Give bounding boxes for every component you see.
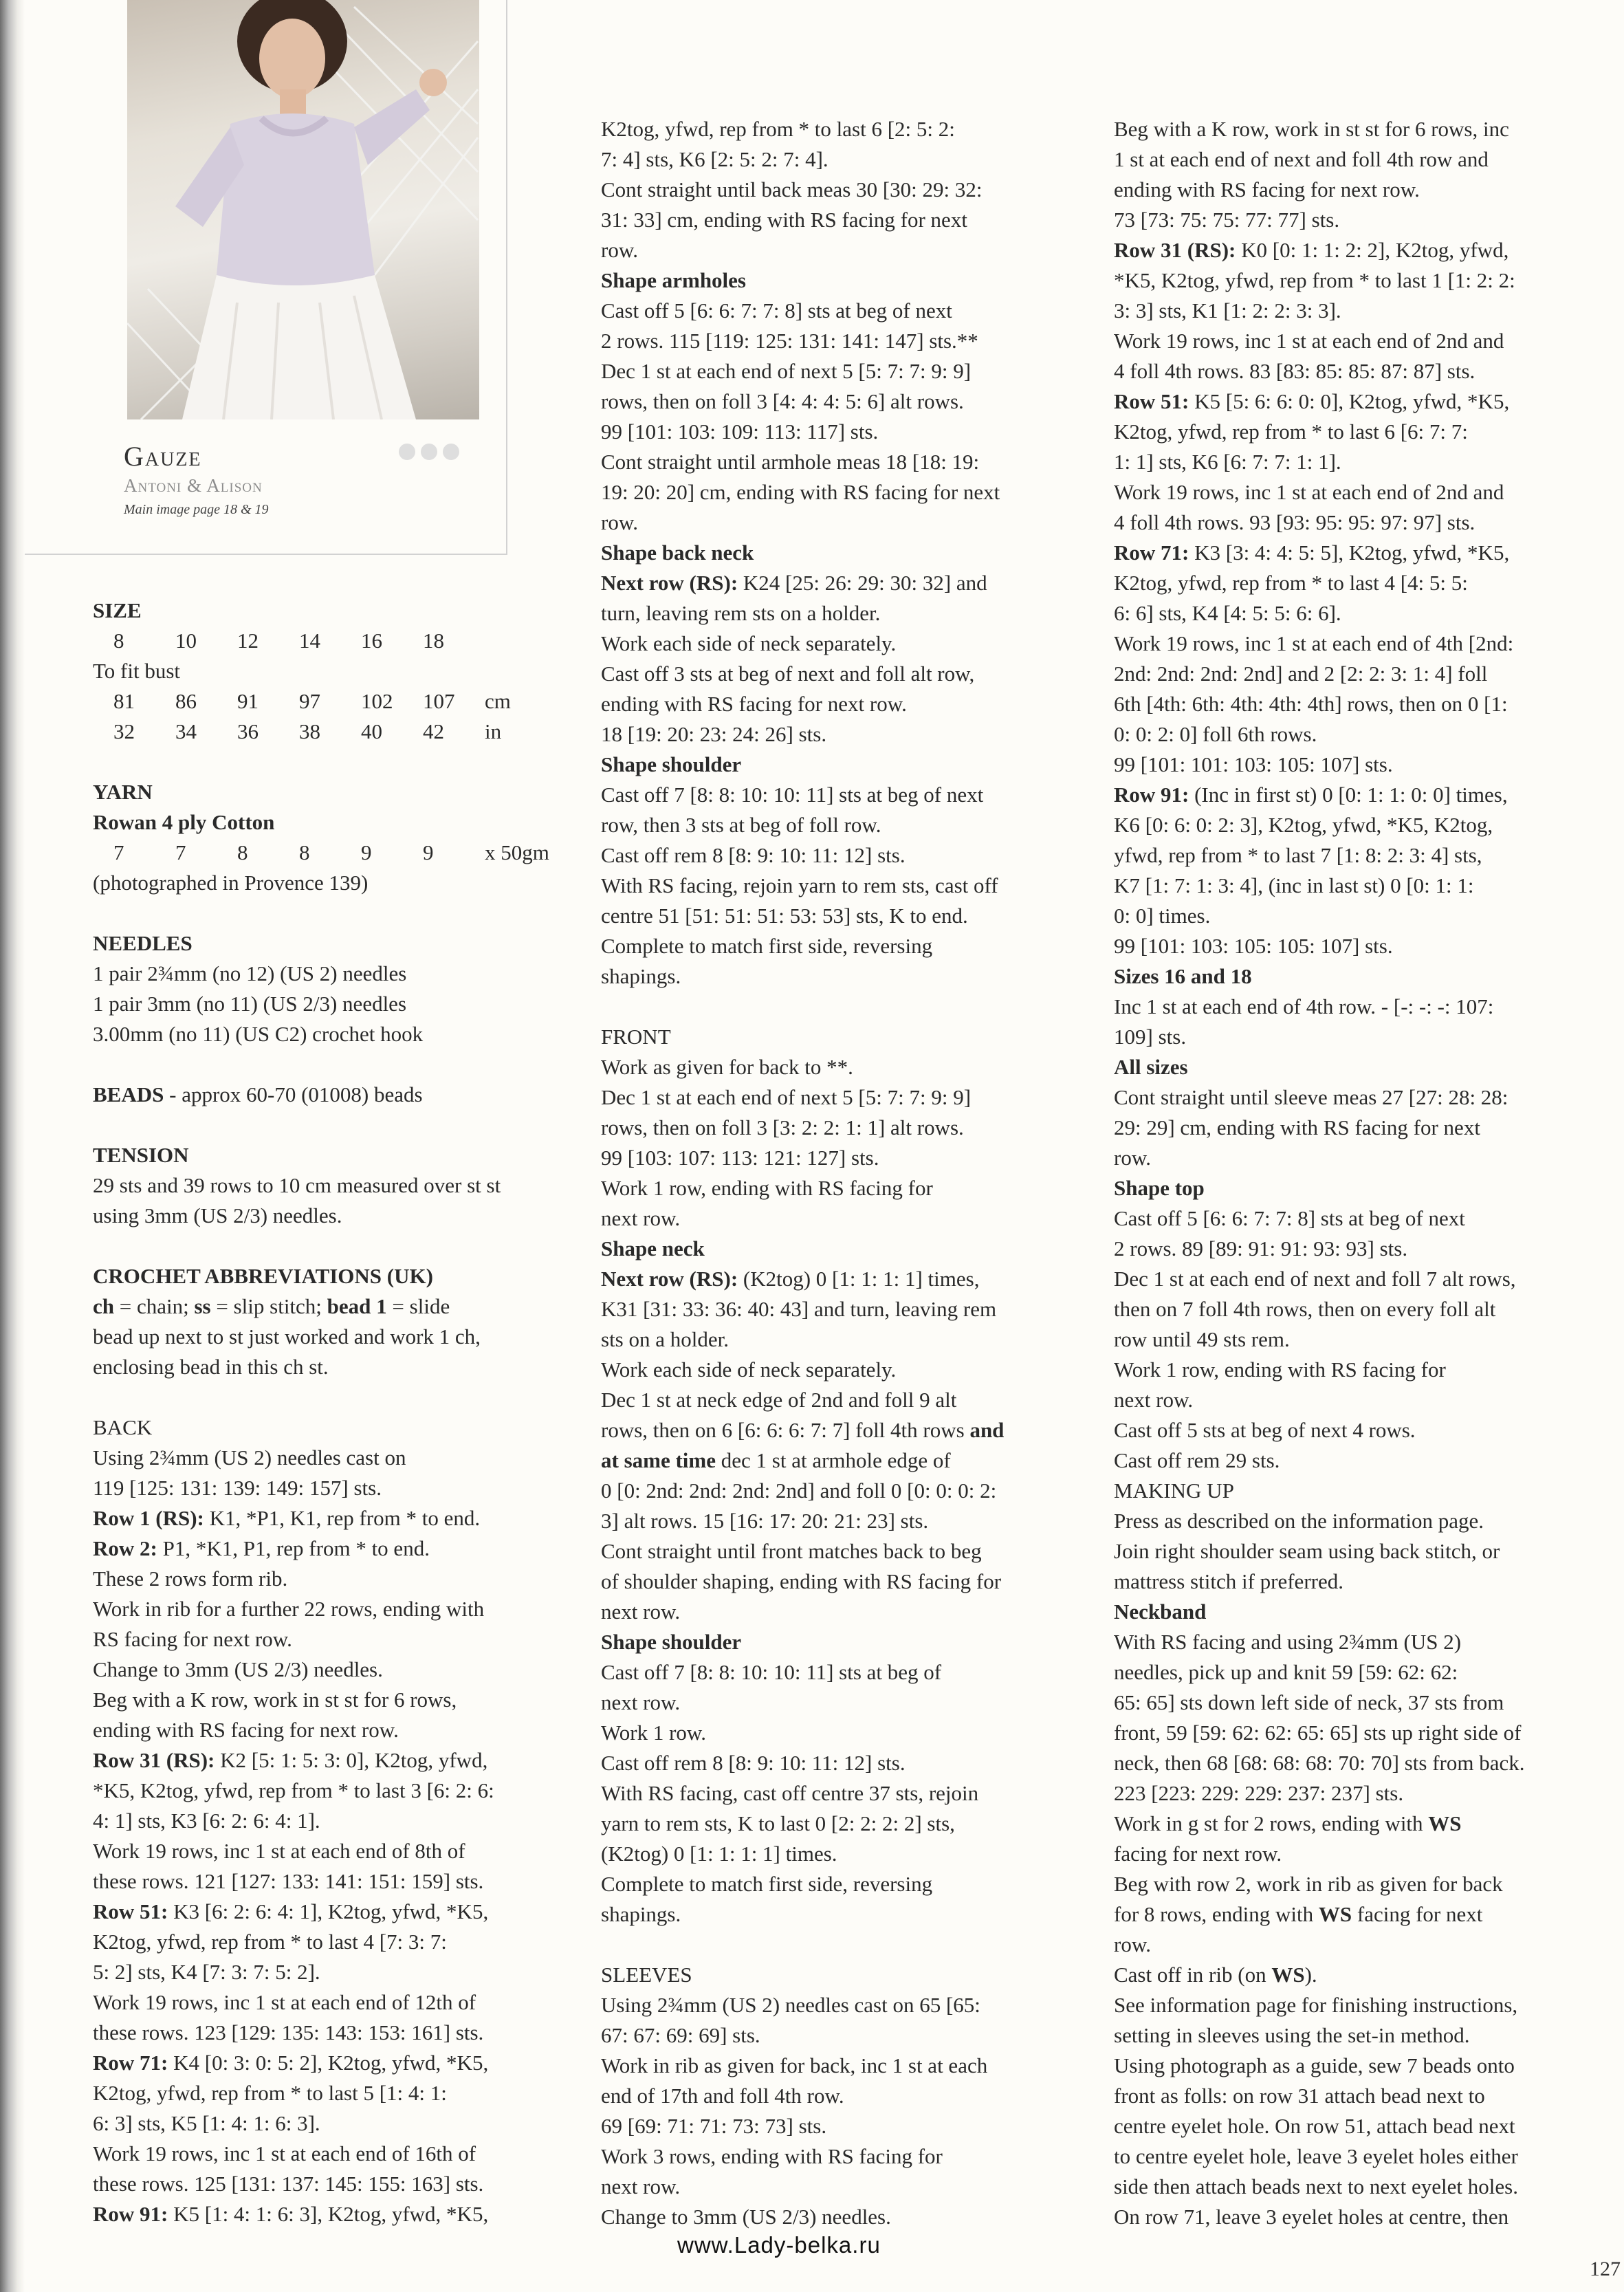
- bold-run: Next row (RS):: [601, 1267, 738, 1291]
- text-line: Work 1 row, ending with RS facing for: [601, 1176, 933, 1200]
- bold-run: BEADS: [93, 1082, 164, 1106]
- text-run: (Inc in first st) 0 [0: 1: 1: 0: 0] times,: [1189, 783, 1508, 807]
- text-line: Work in rib as given for back, inc 1 st at each: [601, 2053, 988, 2077]
- bold-run: Row 71:: [1114, 541, 1189, 565]
- text-line: turn, leaving rem sts on a holder.: [601, 601, 881, 625]
- text-line: Complete to match first side, reversing: [601, 934, 933, 958]
- text-line: shapings.: [601, 1902, 681, 1926]
- text-line: [1114, 1899, 1609, 1930]
- text-line: [93, 1080, 574, 1110]
- text-run: K24 [25: 26: 29: 30: 32] and: [738, 571, 987, 595]
- text-line: 29: 29] cm, ending with RS facing for next: [1114, 1115, 1480, 1139]
- text-line: [1114, 235, 1609, 265]
- text-line: enclosing bead in this ch st.: [93, 1355, 329, 1379]
- bold-run: WS: [1318, 1902, 1352, 1926]
- text-line: 99 [103: 107: 113: 121: 127] sts.: [601, 1146, 879, 1170]
- bold-run: Row 2:: [93, 1536, 157, 1560]
- text-run: (K2tog) 0 [1: 1: 1: 1] times,: [738, 1267, 980, 1291]
- text-line: Cont straight until back meas 30 [30: 29: 32:: [601, 177, 983, 201]
- text-line: row.: [1114, 1146, 1151, 1170]
- size-table-cell: 8: [113, 629, 124, 653]
- text-line: Work each side of neck separately.: [601, 1357, 897, 1382]
- spacer: [93, 747, 574, 777]
- text-line: [93, 2048, 574, 2078]
- text-line: 6th [4th: 6th: 4th: 4th: 4th] rows, then on 0 [1:: [1114, 692, 1508, 716]
- text-line: needles, pick up and knit 59 [59: 62: 62:: [1114, 1660, 1458, 1684]
- text-line: then on 7 foll 4th rows, then on every foll alt: [1114, 1297, 1496, 1321]
- text-line: Beg with a K row, work in st st for 6 rows,: [93, 1688, 457, 1712]
- text-line: centre eyelet hole. On row 51, attach bead next: [1114, 2114, 1515, 2138]
- text-run: Work in g st for 2 rows, ending with: [1114, 1811, 1429, 1835]
- section-heading: Shape shoulder: [601, 1630, 742, 1654]
- bold-run: Row 51:: [93, 1899, 168, 1923]
- text-line: With RS facing, cast off centre 37 sts, rejoin: [601, 1781, 979, 1805]
- text-run: rows, then on 6 [6: 6: 6: 7: 7] foll 4th rows: [601, 1418, 970, 1442]
- size-table-cell: 38: [299, 719, 320, 743]
- size-table-cell: [485, 626, 567, 656]
- text-line: 0: 0: 2: 0] foll 6th rows.: [1114, 722, 1317, 746]
- dot-icon: [443, 444, 459, 460]
- text-line: 3: 3] sts, K1 [1: 2: 2: 3: 3].: [1114, 298, 1341, 323]
- text-line: MAKING UP: [1114, 1478, 1234, 1503]
- column-1: [93, 596, 574, 2229]
- spacer: [93, 1049, 574, 1080]
- size-table-cell: 7: [113, 840, 124, 864]
- text-line: ending with RS facing for next row.: [1114, 177, 1420, 201]
- text-line: 99 [101: 103: 109: 113: 117] sts.: [601, 419, 879, 444]
- size-table-row: [93, 626, 574, 656]
- text-run: P1, *K1, P1, rep from * to end.: [157, 1536, 430, 1560]
- text-line: setting in sleeves using the set-in method.: [1114, 2023, 1470, 2047]
- text-line: 19: 20: 20] cm, ending with RS facing for next: [601, 480, 1000, 504]
- text-line: row.: [1114, 1932, 1151, 1956]
- text-line: Change to 3mm (US 2/3) needles.: [93, 1657, 383, 1681]
- text-line: rows, then on foll 3 [4: 4: 4: 5: 6] alt rows.: [601, 389, 964, 413]
- text-line: 1: 1] sts, K6 [6: 7: 7: 1: 1].: [1114, 450, 1341, 474]
- text-line: Work 19 rows, inc 1 st at each end of 2nd and: [1114, 329, 1504, 353]
- text-line: 6: 3] sts, K5 [1: 4: 1: 6: 3].: [93, 2111, 320, 2135]
- bold-run: ss: [194, 1294, 211, 1318]
- text-line: next row.: [601, 2174, 681, 2198]
- text-line: 5: 2] sts, K4 [7: 3: 7: 5: 2].: [93, 1960, 320, 1984]
- text-line: next row.: [601, 1600, 681, 1624]
- text-line: [93, 1745, 574, 1776]
- bold-run: bead 1: [327, 1294, 387, 1318]
- bold-run: at same time: [601, 1448, 716, 1472]
- column-2: [601, 114, 1096, 2232]
- text-line: [601, 1445, 1096, 1476]
- size-table-cell: in: [485, 719, 502, 743]
- text-line: Work 19 rows, inc 1 st at each end of 8th of: [93, 1839, 465, 1863]
- size-table-cell: 7: [175, 840, 186, 864]
- text-line: [1114, 1809, 1609, 1839]
- size-table-cell: 86: [175, 689, 197, 713]
- text-line: row until 49 sts rem.: [1114, 1327, 1290, 1351]
- text-line: Cast off 5 [6: 6: 7: 7: 8] sts at beg of next: [601, 298, 952, 323]
- image-reference: Main image page 18 & 19: [124, 502, 269, 517]
- text-line: Work in rib for a further 22 rows, ending with: [93, 1597, 485, 1621]
- text-run: - approx 60-70 (01008) beads: [164, 1082, 423, 1106]
- bold-run: ch: [93, 1294, 114, 1318]
- footer-url: www.Lady-belka.ru: [677, 2232, 881, 2258]
- section-heading: CROCHET ABBREVIATIONS (UK): [93, 1264, 433, 1288]
- text-line: Dec 1 st at each end of next 5 [5: 7: 7: 9: 9]: [601, 359, 972, 383]
- text-line: [1114, 386, 1609, 417]
- text-line: Cast off rem 8 [8: 9: 10: 11: 12] sts.: [601, 1751, 906, 1775]
- text-line: Cont straight until front matches back to beg: [601, 1539, 982, 1563]
- text-line: [1114, 1960, 1609, 1990]
- text-line: Beg with row 2, work in rib as given for back: [1114, 1872, 1503, 1896]
- text-line: FRONT: [601, 1025, 671, 1049]
- text-line: Work 19 rows, inc 1 st at each end of 2nd and: [1114, 480, 1504, 504]
- text-line: On row 71, leave 3 eyelet holes at centre, then: [1114, 2205, 1509, 2229]
- text-line: Using 2¾mm (US 2) needles cast on 65 [65:: [601, 1993, 980, 2017]
- text-line: BACK: [93, 1415, 153, 1439]
- text-line: *K5, K2tog, yfwd, rep from * to last 3 [6: 2: 6:: [93, 1778, 494, 1802]
- text-run: = slip stitch;: [210, 1294, 327, 1318]
- text-line: row.: [601, 510, 638, 534]
- text-line: SLEEVES: [601, 1963, 692, 1987]
- text-line: 2 rows. 89 [89: 91: 91: 93: 93] sts.: [1114, 1236, 1408, 1260]
- size-table-cell: cm: [485, 689, 511, 713]
- text-line: [601, 568, 1096, 598]
- column-3: [1114, 114, 1609, 2232]
- section-heading: Shape back neck: [601, 541, 754, 565]
- text-line: Cast off 7 [8: 8: 10: 10: 11] sts at beg of next: [601, 783, 984, 807]
- text-line: Work 1 row.: [601, 1721, 707, 1745]
- text-line: [601, 1264, 1096, 1294]
- pattern-title: Gauze: [124, 441, 202, 472]
- text-line: (photographed in Provence 139): [93, 871, 369, 895]
- text-line: ending with RS facing for next row.: [93, 1718, 399, 1742]
- text-line: Using photograph as a guide, sew 7 beads onto: [1114, 2053, 1515, 2077]
- section-heading: SIZE: [93, 598, 142, 622]
- text-run: K3 [3: 4: 4: 5: 5], K2tog, yfwd, *K5,: [1189, 541, 1510, 565]
- text-line: 223 [223: 229: 229: 237: 237] sts.: [1114, 1781, 1404, 1805]
- size-table-row: [93, 717, 574, 747]
- bold-run: Row 51:: [1114, 389, 1189, 413]
- text-run: facing for next: [1352, 1902, 1483, 1926]
- section-heading: Shape top: [1114, 1176, 1205, 1200]
- text-line: [601, 1415, 1096, 1445]
- section-heading: NEEDLES: [93, 931, 193, 955]
- text-run: K0 [0: 1: 1: 2: 2], K2tog, yfwd,: [1236, 238, 1509, 262]
- text-line: front, 59 [59: 62: 62: 65: 65] sts up right side of: [1114, 1721, 1522, 1745]
- text-line: Inc 1 st at each end of 4th row. - [-: -: -: 107:: [1114, 994, 1494, 1018]
- text-line: Beg with a K row, work in st st for 6 rows, inc: [1114, 117, 1509, 141]
- text-line: next row.: [1114, 1388, 1194, 1412]
- size-table-cell: 10: [175, 629, 197, 653]
- text-line: With RS facing and using 2¾mm (US 2): [1114, 1630, 1462, 1654]
- text-line: sts on a holder.: [601, 1327, 729, 1351]
- text-line: 99 [101: 103: 105: 105: 107] sts.: [1114, 934, 1393, 958]
- text-line: K2tog, yfwd, rep from * to last 4 [7: 3: 7:: [93, 1930, 447, 1954]
- text-line: Cont straight until armhole meas 18 [18: 19:: [601, 450, 980, 474]
- text-line: Cast off 5 [6: 6: 7: 7: 8] sts at beg of next: [1114, 1206, 1465, 1230]
- model-illustration: [127, 0, 479, 419]
- text-line: K2tog, yfwd, rep from * to last 6 [2: 5: 2:: [601, 117, 955, 141]
- text-line: Dec 1 st at neck edge of 2nd and foll 9 alt: [601, 1388, 957, 1412]
- designer-name: Antoni & Alison: [124, 475, 263, 496]
- size-table-cell: 102: [361, 689, 393, 713]
- text-line: 99 [101: 101: 103: 105: 107] sts.: [1114, 752, 1393, 776]
- spacer: [93, 1231, 574, 1261]
- text-line: 4 foll 4th rows. 93 [93: 95: 95: 97: 97] sts.: [1114, 510, 1475, 534]
- section-heading: All sizes: [1114, 1055, 1188, 1079]
- section-heading: TENSION: [93, 1143, 189, 1167]
- dot-icon: [399, 444, 415, 460]
- text-line: Cast off rem 29 sts.: [1114, 1448, 1280, 1472]
- text-line: 73 [73: 75: 75: 77: 77] sts.: [1114, 208, 1340, 232]
- text-line: (K2tog) 0 [1: 1: 1: 1] times.: [601, 1842, 837, 1866]
- bold-run: Row 91:: [1114, 783, 1189, 807]
- text-line: [93, 1897, 574, 1927]
- size-table-cell: 16: [361, 629, 382, 653]
- text-line: 3] alt rows. 15 [16: 17: 20: 21: 23] sts.: [601, 1509, 929, 1533]
- size-table-cell: 81: [113, 689, 135, 713]
- bold-run: Row 31 (RS):: [1114, 238, 1236, 262]
- size-table-cell: 107: [423, 689, 455, 713]
- size-table-cell: 9: [361, 840, 372, 864]
- text-line: neck, then 68 [68: 68: 68: 70: 70] sts from back.: [1114, 1751, 1525, 1775]
- text-line: K2tog, yfwd, rep from * to last 6 [6: 7: 7:: [1114, 419, 1468, 444]
- text-line: bead up next to st just worked and work 1 ch,: [93, 1324, 481, 1349]
- text-line: Using 2¾mm (US 2) needles cast on: [93, 1445, 406, 1470]
- text-line: See information page for finishing instructions,: [1114, 1993, 1518, 2017]
- text-run: = slide: [386, 1294, 450, 1318]
- text-line: 0 [0: 2nd: 2nd: 2nd: 2nd] and foll 0 [0: 0: 0: 2:: [601, 1478, 997, 1503]
- text-line: K6 [0: 6: 0: 2: 3], K2tog, yfwd, *K5, K2tog,: [1114, 813, 1493, 837]
- text-line: yarn to rem sts, K to last 0 [2: 2: 2: 2] sts,: [601, 1811, 955, 1835]
- text-line: 1 pair 3mm (no 11) (US 2/3) needles: [93, 992, 407, 1016]
- garment-photo: [127, 0, 479, 419]
- text-line: [93, 2199, 574, 2229]
- section-heading: YARN: [93, 780, 153, 804]
- text-line: RS facing for next row.: [93, 1627, 292, 1651]
- text-line: [93, 1291, 574, 1322]
- text-run: = chain;: [114, 1294, 195, 1318]
- text-line: Complete to match first side, reversing: [601, 1872, 933, 1896]
- text-line: row.: [601, 238, 638, 262]
- size-table-row: [93, 838, 574, 868]
- bold-run: WS: [1428, 1811, 1462, 1835]
- text-line: 6: 6] sts, K4 [4: 5: 5: 6: 6].: [1114, 601, 1341, 625]
- text-line: side then attach beads next to next eyelet holes.: [1114, 2174, 1518, 2198]
- text-line: Work as given for back to **.: [601, 1055, 853, 1079]
- text-line: shapings.: [601, 964, 681, 988]
- size-table-cell: 12: [237, 629, 259, 653]
- text-run: for 8 rows, ending with: [1114, 1902, 1319, 1926]
- text-line: Cast off 7 [8: 8: 10: 10: 11] sts at beg of: [601, 1660, 942, 1684]
- text-line: Join right shoulder seam using back stitch, or: [1114, 1539, 1500, 1563]
- dot-icon: [421, 444, 437, 460]
- text-line: facing for next row.: [1114, 1842, 1282, 1866]
- text-run: K3 [6: 2: 6: 4: 1], K2tog, yfwd, *K5,: [168, 1899, 489, 1923]
- text-line: ending with RS facing for next row.: [601, 692, 907, 716]
- text-line: Cont straight until sleeve meas 27 [27: 28: 28:: [1114, 1085, 1508, 1109]
- text-line: K31 [31: 33: 36: 40: 43] and turn, leaving rem: [601, 1297, 997, 1321]
- spacer: [93, 898, 574, 928]
- text-line: 2nd: 2nd: 2nd: 2nd] and 2 [2: 2: 3: 1: 4] foll: [1114, 662, 1488, 686]
- text-run: K1, *P1, K1, rep from * to end.: [204, 1506, 481, 1530]
- text-line: of shoulder shaping, ending with RS facing for: [601, 1569, 1002, 1593]
- text-line: end of 17th and foll 4th row.: [601, 2084, 844, 2108]
- text-line: Change to 3mm (US 2/3) needles.: [601, 2205, 891, 2229]
- text-line: Work 19 rows, inc 1 st at each end of 16th of: [93, 2141, 476, 2165]
- size-table-cell: 34: [175, 719, 197, 743]
- text-line: row, then 3 sts at beg of foll row.: [601, 813, 881, 837]
- text-line: 1 st at each end of next and foll 4th row and: [1114, 147, 1489, 171]
- text-line: Cast off rem 8 [8: 9: 10: 11: 12] sts.: [601, 843, 906, 867]
- text-line: front as folls: on row 31 attach bead next to: [1114, 2084, 1485, 2108]
- text-line: Work each side of neck separately.: [601, 631, 897, 655]
- text-line: these rows. 125 [131: 137: 145: 155: 163] sts.: [93, 2172, 484, 2196]
- text-line: 3.00mm (no 11) (US C2) crochet hook: [93, 1022, 424, 1046]
- section-heading: Neckband: [1114, 1600, 1207, 1624]
- text-line: K2tog, yfwd, rep from * to last 4 [4: 5: 5:: [1114, 571, 1468, 595]
- spacer: [601, 992, 1096, 1022]
- text-line: yfwd, rep from * to last 7 [1: 8: 2: 3: 4] sts,: [1114, 843, 1482, 867]
- section-heading: Sizes 16 and 18: [1114, 964, 1252, 988]
- section-heading: Shape shoulder: [601, 752, 742, 776]
- text-line: [93, 1503, 574, 1534]
- text-line: [1114, 538, 1609, 568]
- text-line: using 3mm (US 2/3) needles.: [93, 1203, 342, 1227]
- text-line: K2tog, yfwd, rep from * to last 5 [1: 4: 1:: [93, 2081, 447, 2105]
- text-run: ).: [1304, 1963, 1317, 1987]
- text-line: To fit bust: [93, 659, 180, 683]
- text-line: With RS facing, rejoin yarn to rem sts, cast off: [601, 873, 998, 897]
- text-line: Work 3 rows, ending with RS facing for: [601, 2144, 943, 2168]
- text-line: 2 rows. 115 [119: 125: 131: 141: 147] sts.**: [601, 329, 978, 353]
- size-table-cell: 36: [237, 719, 259, 743]
- bold-run: WS: [1271, 1963, 1305, 1987]
- size-table-cell: 8: [299, 840, 310, 864]
- spacer: [93, 1110, 574, 1140]
- bold-run: Row 31 (RS):: [93, 1748, 215, 1772]
- text-line: mattress stitch if preferred.: [1114, 1569, 1343, 1593]
- size-table-cell: 40: [361, 719, 382, 743]
- text-line: 31: 33] cm, ending with RS facing for next: [601, 208, 967, 232]
- size-table-cell: 91: [237, 689, 259, 713]
- text-line: 0: 0] times.: [1114, 904, 1211, 928]
- text-line: to centre eyelet hole, leave 3 eyelet holes either: [1114, 2144, 1518, 2168]
- size-table-cell: 32: [113, 719, 135, 743]
- text-run: K5 [5: 6: 6: 0: 0], K2tog, yfwd, *K5,: [1189, 389, 1510, 413]
- text-run: dec 1 st at armhole edge of: [716, 1448, 951, 1472]
- text-line: these rows. 123 [129: 135: 143: 153: 161] sts.: [93, 2020, 484, 2044]
- text-line: Dec 1 st at each end of next and foll 7 alt rows,: [1114, 1267, 1516, 1291]
- text-line: 7: 4] sts, K6 [2: 5: 2: 7: 4].: [601, 147, 829, 171]
- size-table-row: [93, 686, 574, 717]
- spacer: [601, 1930, 1096, 1960]
- text-line: 65: 65] sts down left side of neck, 37 sts from: [1114, 1690, 1504, 1714]
- section-heading: Shape armholes: [601, 268, 746, 292]
- size-table-cell: 18: [423, 629, 444, 653]
- text-line: Cast off 3 sts at beg of next and foll alt row,: [601, 662, 975, 686]
- section-heading: Shape neck: [601, 1236, 705, 1260]
- text-line: 119 [125: 131: 139: 149: 157] sts.: [93, 1476, 382, 1500]
- text-line: K7 [1: 7: 1: 3: 4], (inc in last st) 0 [0: 1: 1:: [1114, 873, 1474, 897]
- book-spine-shadow: [0, 0, 25, 2292]
- text-line: next row.: [601, 1690, 681, 1714]
- text-line: next row.: [601, 1206, 681, 1230]
- text-line: centre 51 [51: 51: 51: 53: 53] sts, K to end.: [601, 904, 968, 928]
- text-line: Work 19 rows, inc 1 st at each end of 12th of: [93, 1990, 476, 2014]
- size-table-cell: 9: [423, 840, 434, 864]
- text-line: Work 1 row, ending with RS facing for: [1114, 1357, 1446, 1382]
- text-line: rows, then on foll 3 [3: 2: 2: 1: 1] alt rows.: [601, 1115, 964, 1139]
- text-run: K2 [5: 1: 5: 3: 0], K2tog, yfwd,: [215, 1748, 488, 1772]
- text-run: K4 [0: 3: 0: 5: 2], K2tog, yfwd, *K5,: [168, 2051, 489, 2075]
- text-line: 109] sts.: [1114, 1025, 1187, 1049]
- text-line: 67: 67: 69: 69] sts.: [601, 2023, 760, 2047]
- spacer: [93, 1382, 574, 1412]
- text-line: 69 [69: 71: 71: 73: 73] sts.: [601, 2114, 827, 2138]
- size-table-cell: 14: [299, 629, 320, 653]
- text-line: [93, 1534, 574, 1564]
- text-line: these rows. 121 [127: 133: 141: 151: 159] sts.: [93, 1869, 484, 1893]
- text-line: Press as described on the information page.: [1114, 1509, 1484, 1533]
- bold-run: Row 1 (RS):: [93, 1506, 204, 1530]
- text-line: 4: 1] sts, K3 [6: 2: 6: 4: 1].: [93, 1809, 320, 1833]
- text-line: 1 pair 2¾mm (no 12) (US 2) needles: [93, 961, 407, 985]
- size-table-cell: 8: [237, 840, 248, 864]
- size-table-cell: 42: [423, 719, 444, 743]
- bold-run: Next row (RS):: [601, 571, 738, 595]
- bold-run: Row 91:: [93, 2202, 168, 2226]
- text-line: Dec 1 st at each end of next 5 [5: 7: 7: 9: 9]: [601, 1085, 972, 1109]
- section-heading: Rowan 4 ply Cotton: [93, 810, 275, 834]
- text-line: Work 19 rows, inc 1 st at each end of 4th [2nd:: [1114, 631, 1514, 655]
- size-table-cell: 97: [299, 689, 320, 713]
- text-line: 29 sts and 39 rows to 10 cm measured over st st: [93, 1173, 501, 1197]
- bold-run: and: [969, 1418, 1005, 1442]
- text-line: 18 [19: 20: 23: 24: 26] sts.: [601, 722, 827, 746]
- text-line: *K5, K2tog, yfwd, rep from * to last 1 [1: 2: 2:: [1114, 268, 1515, 292]
- text-run: Cast off in rib (on: [1114, 1963, 1272, 1987]
- text-run: K5 [1: 4: 1: 6: 3], K2tog, yfwd, *K5,: [168, 2202, 489, 2226]
- text-line: Cast off 5 sts at beg of next 4 rows.: [1114, 1418, 1416, 1442]
- text-line: These 2 rows form rib.: [93, 1567, 288, 1591]
- size-table-cell: x 50gm: [485, 840, 549, 864]
- bold-run: Row 71:: [93, 2051, 168, 2075]
- text-line: 4 foll 4th rows. 83 [83: 85: 85: 87: 87] sts.: [1114, 359, 1475, 383]
- page-number: 127: [1590, 2258, 1621, 2280]
- text-line: [1114, 780, 1609, 810]
- decorative-dots: [399, 444, 459, 460]
